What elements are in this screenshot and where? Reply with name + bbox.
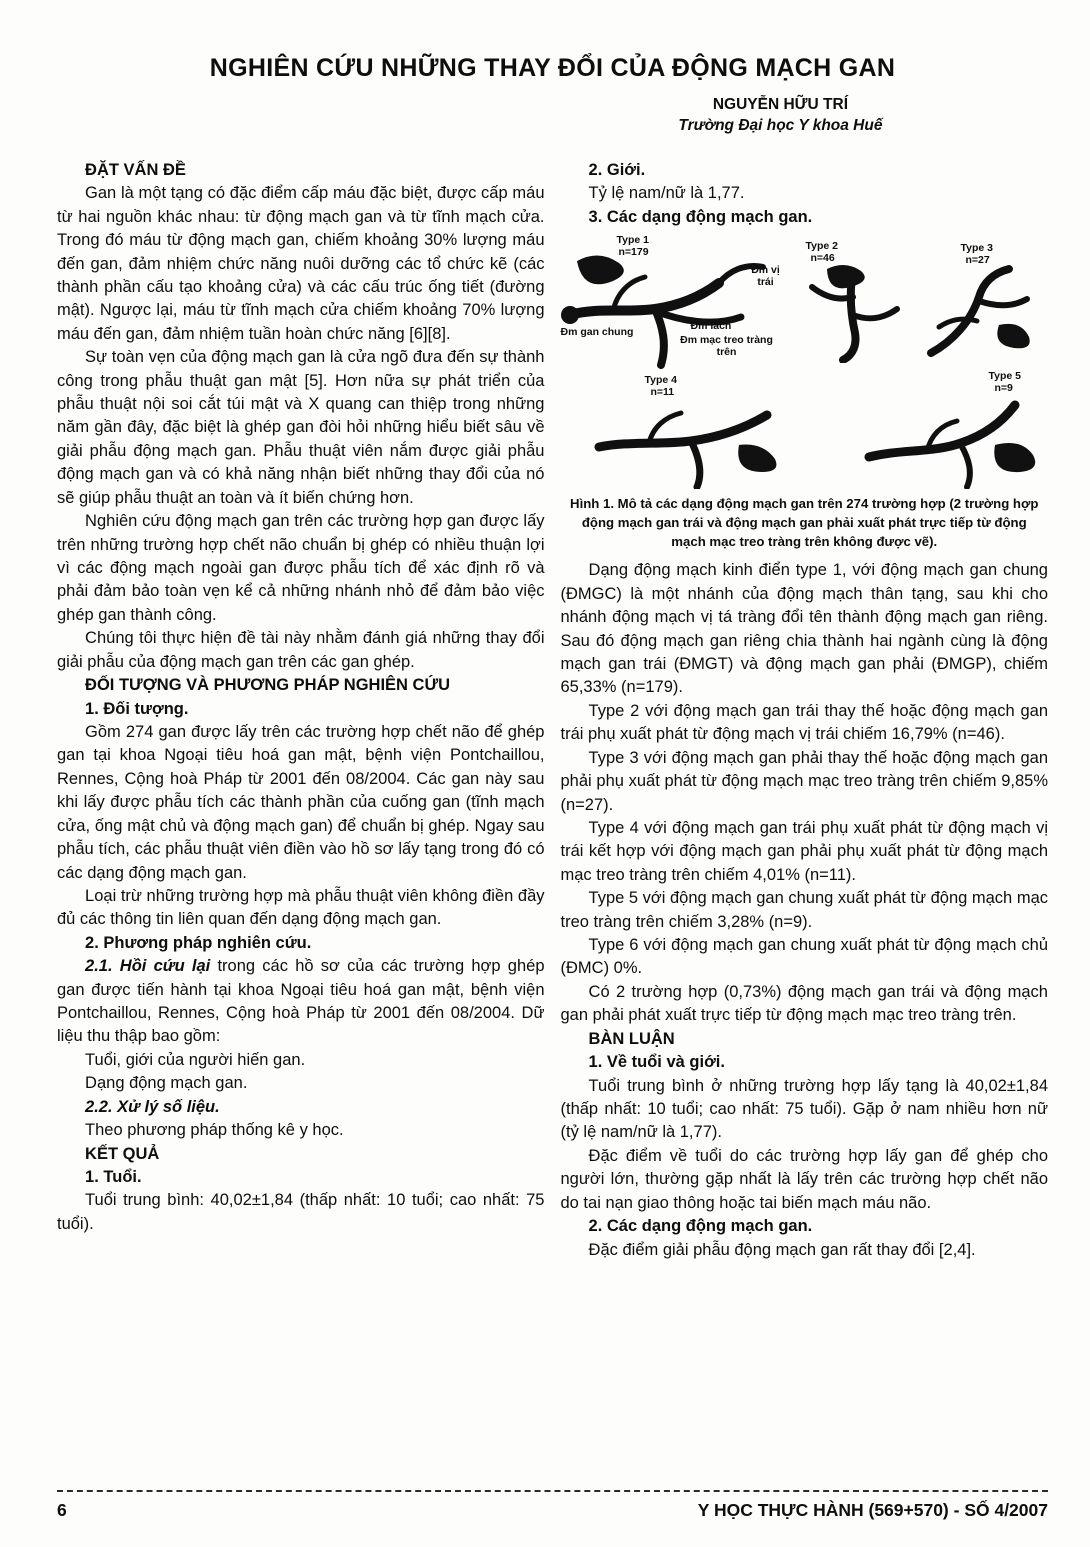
figure-type3-label: Type 3	[960, 242, 993, 255]
left-column	[57, 159, 545, 1262]
figure-type4-drawing	[589, 393, 794, 489]
intro-paragraph-1: Gan là một tạng có đặc điểm cấp máu đặc biệt, được cấp máu từ hai nguồn khác nhau: từ động mạch gan và từ tĩnh mạch cửa. Trong đó máu từ động mạch gan, chiếm khoảng 30% lượng máu đến gan, đảm nhiệm chức năng nuôi dưỡng các tổ chức kẽ (các thành phần cấu tạo khoảng cửa) và các cấu trúc ống tiết (đường mật). Ngược lại, máu từ tĩnh mạch cửa chiếm khoảng 70% lượng máu đến gan, đảm nhiệm tuần hoàn chức năng [6][8].	[57, 184, 545, 343]
two-column-body	[57, 159, 1048, 1262]
figure-canvas	[561, 235, 1049, 491]
results-type3-paragraph: Type 3 với động mạch gan phải thay thế hoặc động mạch gan phải phụ xuất phát từ động mạch mạc treo tràng trên chiếm 9,85% (n=27).	[560, 748, 1048, 814]
heading-doi-tuong-phuong-phap: ĐỐI TƯỢNG VÀ PHƯƠNG PHÁP NGHIÊN CỨU	[85, 676, 451, 695]
retrospective-lead: 2.1. Hồi cứu lại	[85, 957, 211, 976]
methods-retrospective-paragraph	[57, 955, 545, 1049]
figure-type5-count-label: n=9	[994, 382, 1013, 395]
figure-type3-count-label: n=27	[965, 254, 990, 267]
figure-type4-count-label: n=11	[650, 386, 675, 399]
results-type2-paragraph: Type 2 với động mạch gan trái thay thế hoặc động mạch gan trái phụ xuất phát từ động mạch vị trái chiếm 16,79% (n=46).	[560, 701, 1048, 744]
results-type5-paragraph: Type 5 với động mạch gan chung xuất phát từ động mạch mạc treo tràng trên chiếm 3,28% (n=9).	[560, 889, 1048, 931]
results-type6-paragraph: Type 6 với động mạch gan chung xuất phát từ động mạch chủ (ĐMC) 0%.	[560, 936, 1048, 978]
page-title: NGHIÊN CỨU NHỮNG THAY ĐỔI CỦA ĐỘNG MẠCH GAN	[209, 54, 896, 82]
figure-type2-label: Type 2	[805, 240, 838, 253]
methods-paragraph-1: Gồm 274 gan được lấy trên các trường hợp chết não để ghép gan tại khoa Ngoại tiêu hoá gan mật, bệnh viện Pontchaillou, Rennes, Cộng hoà Pháp từ 2001 đến 08/2004. Các gan này sau khi lấy được phẫu tích các thành phần của cuống gan (tĩnh mạch cửa, ống mật chủ và động mạch gan) để chuẩn bị ghép. Ngay sau phẫu tích, các phẫu thuật viên điền vào hồ sơ lấy tạng trong đó có các dạng động mạch gan.	[57, 722, 545, 882]
results-age-paragraph: Tuổi trung bình: 40,02±1,84 (thấp nhất: 10 tuổi; cao nhất: 75 tuổi).	[57, 1191, 545, 1233]
figure-type2-drawing	[797, 263, 907, 363]
figure-left-gastric-artery-label: Đm vị trái	[751, 264, 780, 288]
figure-type2-count-label: n=46	[810, 252, 835, 265]
subheading-discussion-cac-dang: 2. Các dạng động mạch gan.	[588, 1217, 813, 1236]
figure-common-hepatic-artery-label: Đm gan chung	[560, 326, 634, 339]
subheading-doi-tuong: 1. Đối tượng.	[85, 699, 189, 718]
subheading-tuoi: 1. Tuổi.	[85, 1167, 142, 1186]
figure-type4-label: Type 4	[644, 374, 677, 387]
intro-paragraph-3: Nghiên cứu động mạch gan trên các trường hợp gan được lấy trên những trường hợp chết não chuẩn bị ghép có nhiều thuận lợi vì các động mạch ngoài gan được phẫu tích để xác định rõ và phải đảm bảo toàn vẹn kể cả những nhánh nhỏ để đảm bảo việc ghép gan thành công.	[57, 512, 545, 624]
results-exception-paragraph: Có 2 trường hợp (0,73%) động mạch gan trái và động mạch gan phải phát xuất trực tiếp từ động mạch mạc treo tràng trên.	[560, 982, 1048, 1025]
heading-ban-luan: BÀN LUẬN	[588, 1029, 675, 1048]
figure-superior-mesenteric-artery-label: Đm mạc treo tràng trên	[680, 334, 773, 358]
page-footer	[57, 1490, 1048, 1521]
results-type4-paragraph: Type 4 với động mạch gan trái phụ xuất phát từ động mạch vị trái kết hợp với động mạch gan phải phụ xuất phát từ động mạch mạc treo tràng trên chiếm 4,01% (n=11).	[560, 818, 1048, 884]
heading-dat-van-de: ĐẶT VẤN ĐỀ	[85, 160, 186, 179]
intro-paragraph-4: Chúng tôi thực hiện đề tài này nhằm đánh giá những thay đổi giải phẫu của động mạch gan trên các gan ghép.	[57, 629, 545, 671]
right-column	[561, 159, 1049, 1262]
heading-ket-qua: KẾT QUẢ	[85, 1144, 160, 1163]
discussion-paragraph-2: Đặc điểm về tuổi do các trường hợp lấy gan để ghép cho người lớn, thường gặp nhất là lấy trên các trường hợp chết não do tai nạn giao thông hoặc tai biến mạch máu não.	[560, 1146, 1048, 1212]
results-type1-paragraph: Dạng động mạch kinh điển type 1, với động mạch gan chung (ĐMGC) là một nhánh của động mạch thân tạng, sau khi cho nhánh động mạch vị tá tràng đổi tên thành động mạch gan riêng. Sau đó động mạch gan riêng chia thành hai ngành cùng là động mạch gan trái (ĐMGT) và động mạch gan phải (ĐMGP), chiếm 65,33% (n=179).	[560, 561, 1048, 697]
author-affiliation: Trường Đại học Y khoa Huế	[678, 116, 883, 134]
data-item-age-sex: Tuổi, giới của người hiến gan.	[85, 1050, 306, 1069]
figure-type1-count-label: n=179	[618, 246, 649, 259]
discussion-paragraph-1: Tuổi trung bình ở những trường hợp lấy tạng là 40,02±1,84 (thấp nhất: 10 tuổi; cao nhất: 75 tuổi). Gặp ở nam nhiều hơn nữ (tỷ lệ nam/nữ là 1,77).	[560, 1076, 1048, 1142]
figure-type5-drawing	[857, 387, 1045, 489]
author-name: NGUYỄN HỮU TRÍ	[712, 96, 848, 113]
retrospective-rest: trong các hồ sơ của các trường hợp ghép gan được tiến hành tại khoa Ngoại tiêu hoá gan mật, bệnh viện Pontchaillou, Rennes, Cộng hoà Pháp từ 2001 đến 08/2004. Dữ liệu thu thập bao gồm:	[57, 957, 545, 1046]
figure-splenic-artery-label: Đm lách	[690, 320, 732, 333]
figure-hepatic-artery-types	[561, 235, 1049, 551]
subheading-gioi: 2. Giới.	[588, 160, 646, 179]
results-sex-paragraph: Tỷ lệ nam/nữ là 1,77.	[588, 184, 745, 203]
methods-paragraph-2: Loại trừ những trường hợp mà phẫu thuật viên không điền đầy đủ các thông tin liên quan đến dạng động mạch gan.	[57, 886, 545, 929]
discussion-paragraph-3: Đặc điểm giải phẫu động mạch gan rất thay đổi [2,4].	[588, 1240, 976, 1259]
footer-journal-title: Y HỌC THỰC HÀNH (569+570) - SỐ 4/2007	[697, 1500, 1048, 1520]
subheading-cac-dang-dong-mach-gan: 3. Các dạng động mạch gan.	[588, 207, 813, 226]
figure-type5-label: Type 5	[988, 370, 1021, 383]
stats-method-text: Theo phương pháp thống kê y học.	[85, 1121, 344, 1140]
footer-page-number: 6	[57, 1500, 67, 1520]
subheading-xu-ly-so-lieu: 2.2. Xử lý số liệu.	[85, 1097, 220, 1116]
intro-paragraph-2: Sự toàn vẹn của động mạch gan là cửa ngõ đưa đến sự thành công trong phẫu thuật gan mật [5]. Hơn nữa sự phát triển của phẫu thuật nội soi cắt túi mật và X quang can thiệp trong những năm gần đây, đặc biệt là ghép gan đòi hỏi những hiểu biết sâu về giải phẫu động mạch gan. Phẫu thuật viên nắm được giải phẫu động mạch gan và có khả năng nhận biết những thay đổi của nó sẽ giúp phẫu thuật an toàn và ít biến chứng hơn.	[57, 348, 545, 507]
author-block	[572, 95, 988, 137]
figure-type1-label: Type 1	[616, 234, 649, 247]
figure-type3-drawing	[913, 254, 1043, 369]
figure-caption: Hình 1. Mô tả các dạng động mạch gan trên 274 trường hợp (2 trường hợp động mạch gan trái và động mạch gan phải xuất phát trực tiếp từ động mạch mạc treo tràng trên không được vẽ).	[570, 496, 1039, 549]
subheading-phuong-phap: 2. Phương pháp nghiên cứu.	[85, 933, 312, 952]
subheading-ve-tuoi-va-gioi: 1. Về tuổi và giới.	[588, 1053, 725, 1072]
data-item-artery-type: Dạng động mạch gan.	[85, 1074, 248, 1093]
